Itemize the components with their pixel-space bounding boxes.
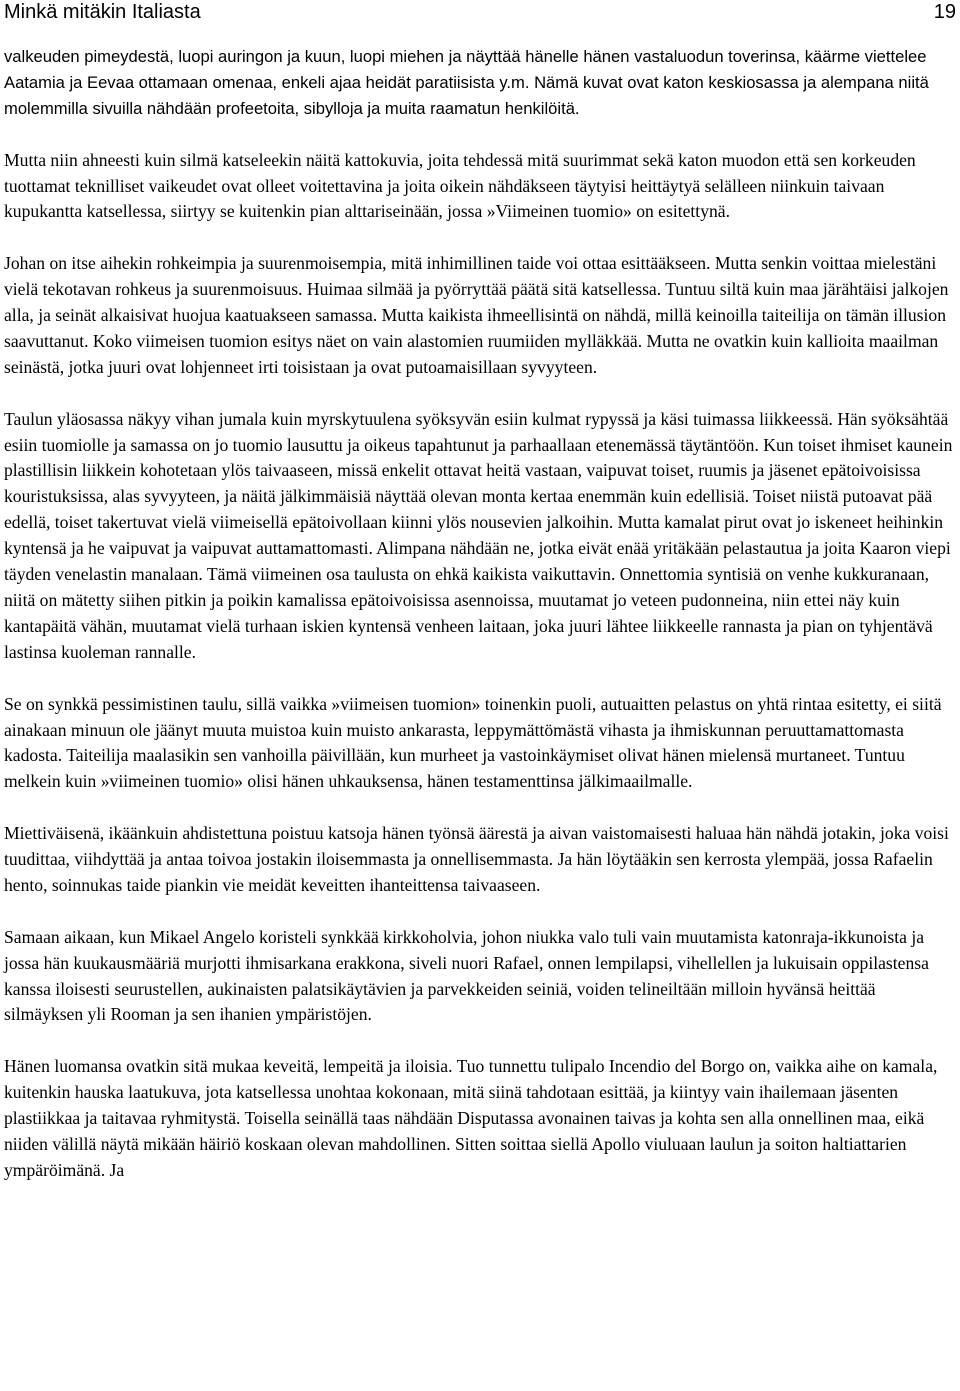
paragraph-5: Se on synkkä pessimistinen taulu, sillä vaikka »viimeisen tuomion» toinenkin puoli, autuaitten pelastus on yhtä rintaa esitetty, ei siitä ainakaan minuun ole jäänyt muuta muistoa kuin muisto ankarasta, leppymättömästä vihasta ja ihmiskunnan peruuttamattomasta kadosta. Taiteilija maalasikin sen vanhoilla päivillään, kun murheet ja vastoinkäymiset olivat hänen mielensä murtaneet. Tuntuu melkein kuin »viimeinen tuomio» olisi hänen uhkauksensa, hänen testamenttinsa jälkimaailmalle.	[4, 693, 942, 792]
document-body	[4, 44, 956, 1210]
page-number: 19	[933, 1, 956, 23]
paragraph-8: Hänen luomansa ovatkin sitä mukaa keveitä, lempeitä ja iloisia. Tuo tunnettu tulipalo Incendio del Borgo on, vaikka aihe on kamala, kuitenkin hauska laatukuva, jota katsellessa unohtaa kokonaan, mitä siinä tahdotaan esittää, ja kiintyy vain ihailemaan jäsenten plastiikkaa ja taitavaa ryhmitystä. Toisella seinällä taas nähdään Disputassa avonainen taivas ja kohta sen alla onnellinen maa, eikä niiden välillä näytä mikään häiriö koskaan olevan mahdollinen. Sitten soittaa siellä Apollo viuluaan laulun ja soiton haltiattarien ympäröimänä. Ja	[4, 1056, 938, 1180]
paragraph-1: valkeuden pimeydestä, luopi auringon ja kuun, luopi miehen ja näyttää hänelle hänen vastaluodun toverinsa, käärme viettelee Aatamia ja Eevaa ottamaan omenaa, enkeli ajaa heidät paratiisista y.m. Nämä kuvat ovat katon keskiosassa ja alempana niitä molemmilla sivuilla nähdään profeetoita, sibylloja ja muita raamatun henkilöitä.	[4, 47, 929, 118]
paragraph-2: Mutta niin ahneesti kuin silmä katseleekin näitä kattokuvia, joita tehdessä mitä suurimmat sekä katon muodon että sen korkeuden tuottamat teknilliset vaikeudet ovat olleet voitettavina ja joita oikein nähdäkseen täytyisi heittäytyä selälleen niinkuin taivaan kupukantta katsellessa, siirtyy se kuitenkin pian alttariseinään, jossa »Viimeinen tuomio» on esitettynä.	[4, 149, 916, 222]
paragraph-7: Samaan aikaan, kun Mikael Angelo koristeli synkkää kirkkoholvia, johon niukka valo tuli vain muutamista katonraja-ikkunoista ja jossa hän kuukausmääriä murjotti ihmisarkana erakkona, siveli nuori Rafael, onnen lempilapsi, vihellellen ja lukuisain oppilastensa kanssa iloisesti seurustellen, aukinaisten palatsikäytävien ja parvekkeiden seiniä, voiden telineiltään milloin hyvänsä heittää silmäyksen yli Rooman ja sen ihanien ympäristöjen.	[4, 926, 929, 1025]
paragraph-3: Johan on itse aihekin rohkeimpia ja suurenmoisempia, mitä inhimillinen taide voi ottaa esittääkseen. Mutta senkin voittaa mielestäni vielä tekotavan rohkeus ja suurenmoisuus. Huimaa silmää ja pyörryttää päätä sitä katsellessa. Tuntuu siltä kuin maa järähtäisi jalkojen alla, ja seinät alkaisivat huojua kaatuakseen samassa. Mutta kaikista ihmeellisintä on nähdä, millä keinoilla taiteilija on tämän illusion saavuttanut. Koko viimeisen tuomion esitys näet on vain alastomien ruumiiden mylläkkää. Mutta ne ovatkin kuin kallioita maailman seinästä, jotka juuri ovat lohjenneet irti toisistaan ja ovat putoamaisillaan syvyyteen.	[4, 253, 949, 377]
page-header	[0, 0, 960, 26]
paragraph-6: Miettiväisenä, ikäänkuin ahdistettuna poistuu katsoja hänen työnsä äärestä ja aivan vaistomaisesti haluaa hän nähdä jotakin, joka voisi tuudittaa, viihdyttää ja antaa toivoa jostakin iloisemmasta ja onnellisemmasta. Ja hän löytääkin sen kerrosta ylempää, jossa Rafaelin hento, soinnukas taide piankin vie meidät keveitten ihanteittensa taivaaseen.	[4, 823, 949, 895]
paragraph-4: Taulun yläosassa näkyy vihan jumala kuin myrskytuulena syöksyvän esiin kulmat rypyssä ja käsi tuimassa liikkeessä. Hän syöksähtää esiin tuomiolle ja samassa on jo tuomio lausuttu ja oikeus tapahtunut ja parhaallaan etenemässä täytäntöön. Kun toiset ihmiset kaunein plastillisin liikkein kohotetaan ylös taivaaseen, missä enkelit ottavat heitä vastaan, vaipuvat toiset, ruumis ja jäsenet epätoivoisissa kouristuksissa, alas syvyyteen, ja näitä jälkimmäisiä näyttää olevan monta kertaa enemmän kuin edellisiä. Toiset niistä putoavat pää edellä, toiset takertuvat vielä viimeisellä epätoivollaan kiinni ylös nousevien jalkoihin. Mutta kamalat pirut ovat jo iskeneet heihinkin kyntensä ja he vaipuvat ja vaipuvat auttamattomasti. Alimpana nähdään ne, jotka eivät enää yritäkään pelastautua ja joita Kaaron viepi täyden venelastin manalaan. Tämä viimeinen osa taulusta on ehkä kaikista vaikuttavin. Onnettomia syntisiä on venhe kukkuranaan, niitä on mätetty siihen pitkin ja poikin kamalissa epätoivoisissa asennoissa, muutamat jo veteen pudonneina, niin ettei näy kuin kantapäitä vähän, muutamat vielä turhaan iskien kyntensä venheen laitaan, joka juuri lähtee liikkeelle rannasta ja pian on tyhjentävä lastinsa kuoleman rannalle.	[4, 408, 953, 662]
running-title: Minkä mitäkin Italiasta	[4, 1, 201, 23]
